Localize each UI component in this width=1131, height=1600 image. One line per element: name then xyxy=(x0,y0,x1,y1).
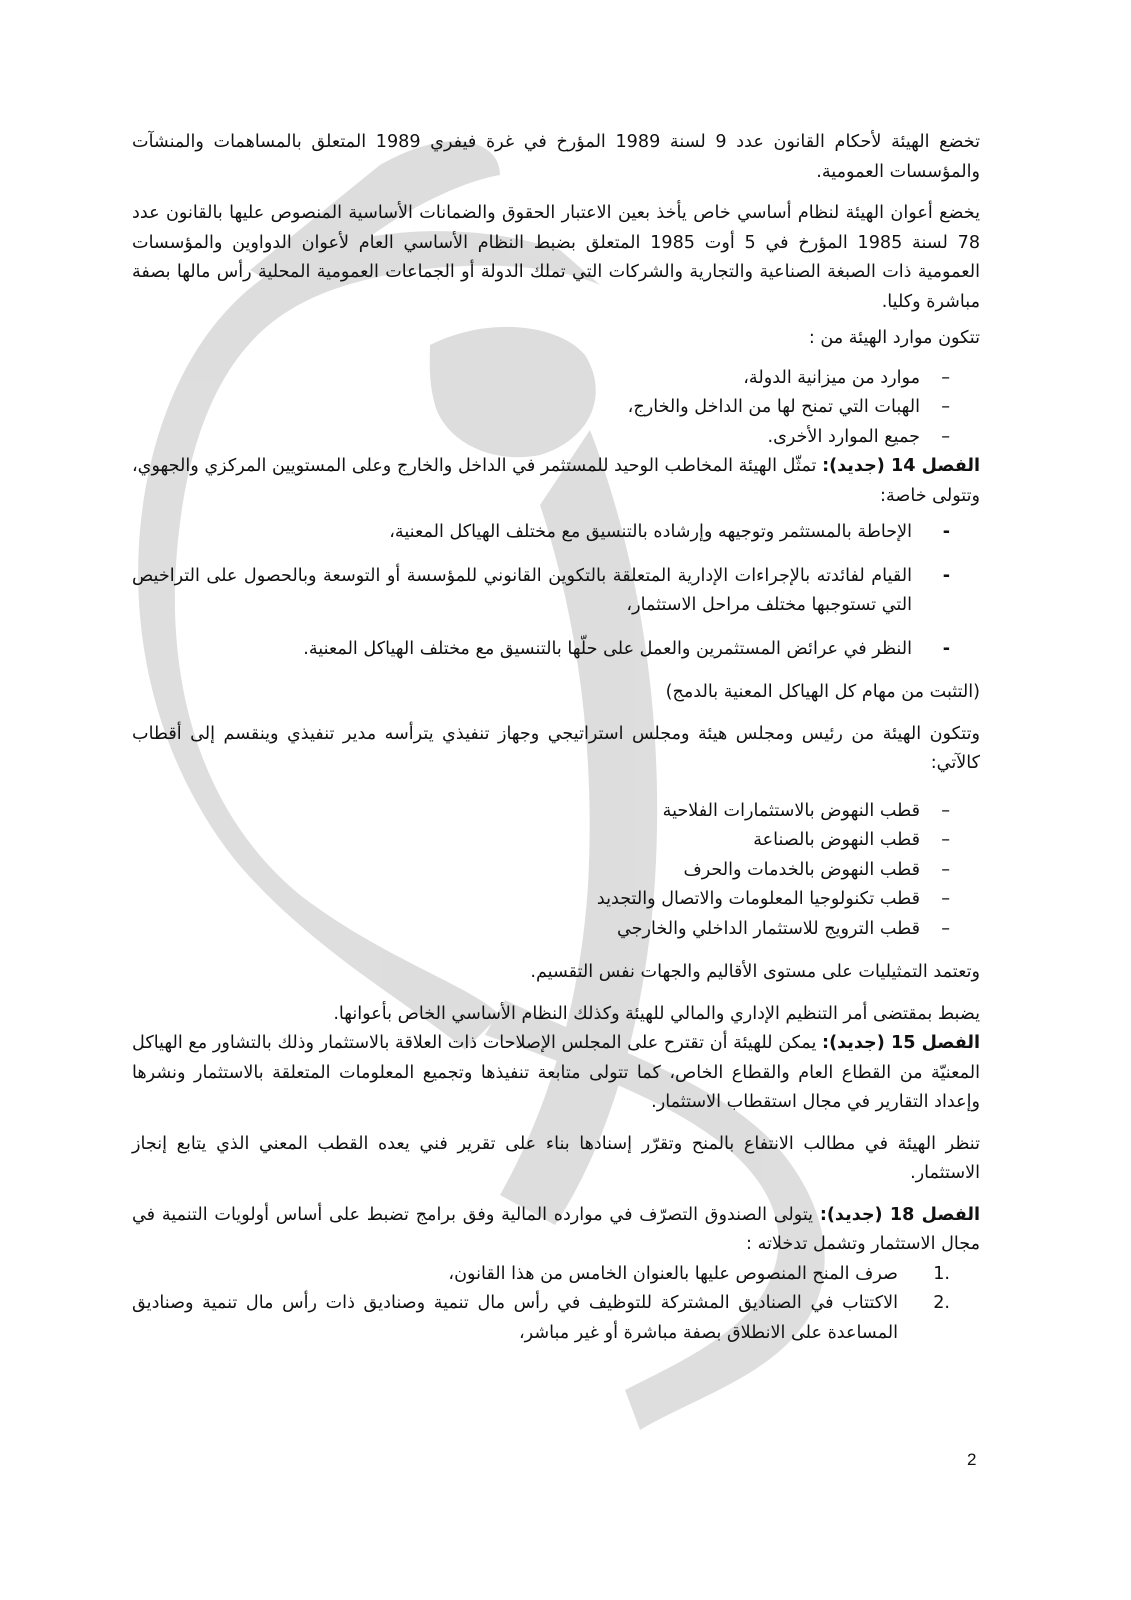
dash-marker: – xyxy=(941,918,950,939)
list-item xyxy=(132,423,980,453)
list-item xyxy=(132,826,980,856)
bullet-marker: - xyxy=(942,565,950,586)
list-item-text: قطب الترويج للاستثمار الداخلي والخارجي xyxy=(617,918,920,939)
list-item-text: الاكتتاب في الصناديق المشتركة للتوظيف في رأس مال تنمية وصناديق ذات رأس مال تنمية وصناديق المساعدة على الانطلاق بصفة مباشرة أو غير مباشر، xyxy=(132,1293,898,1343)
list-item-text: النظر في عرائض المستثمرين والعمل على حلّها بالتنسيق مع مختلف الهياكل المعنية. xyxy=(303,638,912,659)
list-item xyxy=(132,1289,980,1348)
poles-list xyxy=(132,797,980,945)
list-item-text: القيام لفائدته بالإجراءات الإدارية المتعلقة بالتكوين القانوني للمؤسسة أو التوسعة وبالحصول على التراخيص التي تستوجبها مختلف مراحل الاستثمار، xyxy=(132,565,912,615)
list-item-text: قطب النهوض بالصناعة xyxy=(753,830,920,850)
article-15-paragraph xyxy=(132,1029,980,1118)
dash-marker: – xyxy=(941,859,950,880)
article-14-duties xyxy=(132,518,980,664)
paragraph-staff-status: يخضع أعوان الهيئة لنظام أساسي خاص يأخذ بعين الاعتبار الحقوق والضمانات الأساسية المنصوص عليها بالقانون عدد 78 لسنة 1985 المؤرخ في 5 أوت 1985 المتعلق بضبط النظام الأساسي العام لأعوان الدواوين والمؤسسات العمومية ذات الصبغة الصناعية والتجارية والشركات التي تملك الدولة أو الجماعات العمومية المحلية رأس مالها بصفة مباشرة وكليا. xyxy=(132,203,981,312)
dash-marker: – xyxy=(941,830,950,850)
list-item-text: قطب النهوض بالاستثمارات الفلاحية xyxy=(662,800,920,821)
article-18-paragraph xyxy=(132,1201,980,1260)
dash-marker: – xyxy=(941,889,950,909)
list-item-text: موارد من ميزانية الدولة، xyxy=(743,367,920,388)
document-page xyxy=(132,128,980,1348)
bullet-marker: - xyxy=(942,522,950,542)
decree-paragraph: يضبط بمقتضى أمر التنظيم الإداري والمالي للهيئة وكذلك النظام الأساسي الخاص بأعوانها. xyxy=(333,1003,980,1024)
article-15-text: يمكن للهيئة أن تقترح على المجلس الإصلاحات ذات العلاقة بالاستثمار وذلك بالتشاور مع الهياكل المعنيّة من القطاع العام والقطاع الخاص، كما تتولى متابعة تنفيذها وتجميع المعلومات المتعلقة بالاستثمار ونشرها وإعداد التقارير في مجال استقطاب الاستثمار. xyxy=(132,1033,980,1112)
article-14-paragraph xyxy=(132,452,980,511)
list-item xyxy=(132,856,980,886)
editor-note: (التثبت من مهام كل الهياكل المعنية بالدمج) xyxy=(665,682,980,702)
list-item xyxy=(132,915,980,945)
list-item-text: جميع الموارد الأخرى. xyxy=(767,426,920,447)
page-number: 2 xyxy=(967,1450,977,1469)
paragraph-legal-framework: تخضع الهيئة لأحكام القانون عدد 9 لسنة 1989 المؤرخ في غرة فيفري 1989 المتعلق بالمساهمات والمنشآت والمؤسسات العمومية. xyxy=(132,132,981,182)
resources-list xyxy=(132,364,980,453)
list-item xyxy=(132,885,980,915)
list-item-text: قطب تكنولوجيا المعلومات والاتصال والتجديد xyxy=(596,889,920,909)
list-item-text: الإحاطة بالمستثمر وتوجيهه وإرشاده بالتنسيق مع مختلف الهياكل المعنية، xyxy=(389,522,912,542)
list-number: 1. xyxy=(933,1263,950,1284)
dash-marker: – xyxy=(941,397,950,417)
list-item xyxy=(132,635,980,665)
regional-paragraph: وتعتمد التمثيليات على مستوى الأقاليم والجهات نفس التقسيم. xyxy=(530,962,980,982)
dash-marker: – xyxy=(941,367,950,388)
list-number: 2. xyxy=(933,1293,950,1313)
list-item-text: صرف المنح المنصوص عليها بالعنوان الخامس من هذا القانون، xyxy=(448,1263,898,1284)
article-14-text: تمثّل الهيئة المخاطب الوحيد للمستثمر في الداخل والخارج وعلى المستويين المركزي والجهوي، وتتولى خاصة: xyxy=(132,456,980,506)
list-item xyxy=(132,393,980,423)
list-item xyxy=(132,518,980,548)
list-item xyxy=(132,797,980,827)
resources-intro: تتكون موارد الهيئة من : xyxy=(808,328,980,348)
article-14-heading: الفصل 14 (جديد): xyxy=(822,456,981,476)
article-18-heading: الفصل 18 (جديد): xyxy=(819,1204,980,1225)
dash-marker: – xyxy=(941,800,950,821)
list-item xyxy=(132,562,980,621)
list-item xyxy=(132,364,980,394)
list-item xyxy=(132,1260,980,1290)
list-item-text: قطب النهوض بالخدمات والحرف xyxy=(683,859,920,880)
article-18-text: يتولى الصندوق التصرّف في موارده المالية وفق برامج تضبط على أساس أولويات التنمية في مجال الاستثمار وتشمل تدخلاته : xyxy=(132,1204,980,1254)
article-15-heading: الفصل 15 (جديد): xyxy=(822,1033,981,1053)
composition-paragraph: وتتكون الهيئة من رئيس ومجلس هيئة ومجلس استراتيجي وجهاز تنفيذي يترأسه مدير تنفيذي وينقسم إلى أقطاب كالآتي: xyxy=(132,723,980,773)
list-item-text: الهبات التي تمنح لها من الداخل والخارج، xyxy=(627,397,920,417)
article-18-list xyxy=(132,1260,980,1349)
bullet-marker: - xyxy=(942,638,950,659)
dash-marker: – xyxy=(941,426,950,447)
grants-paragraph: تنظر الهيئة في مطالب الانتفاع بالمنح وتقرّر إسنادها بناء على تقرير فني يعده القطب المعني الذي يتابع إنجاز الاستثمار. xyxy=(132,1133,980,1183)
